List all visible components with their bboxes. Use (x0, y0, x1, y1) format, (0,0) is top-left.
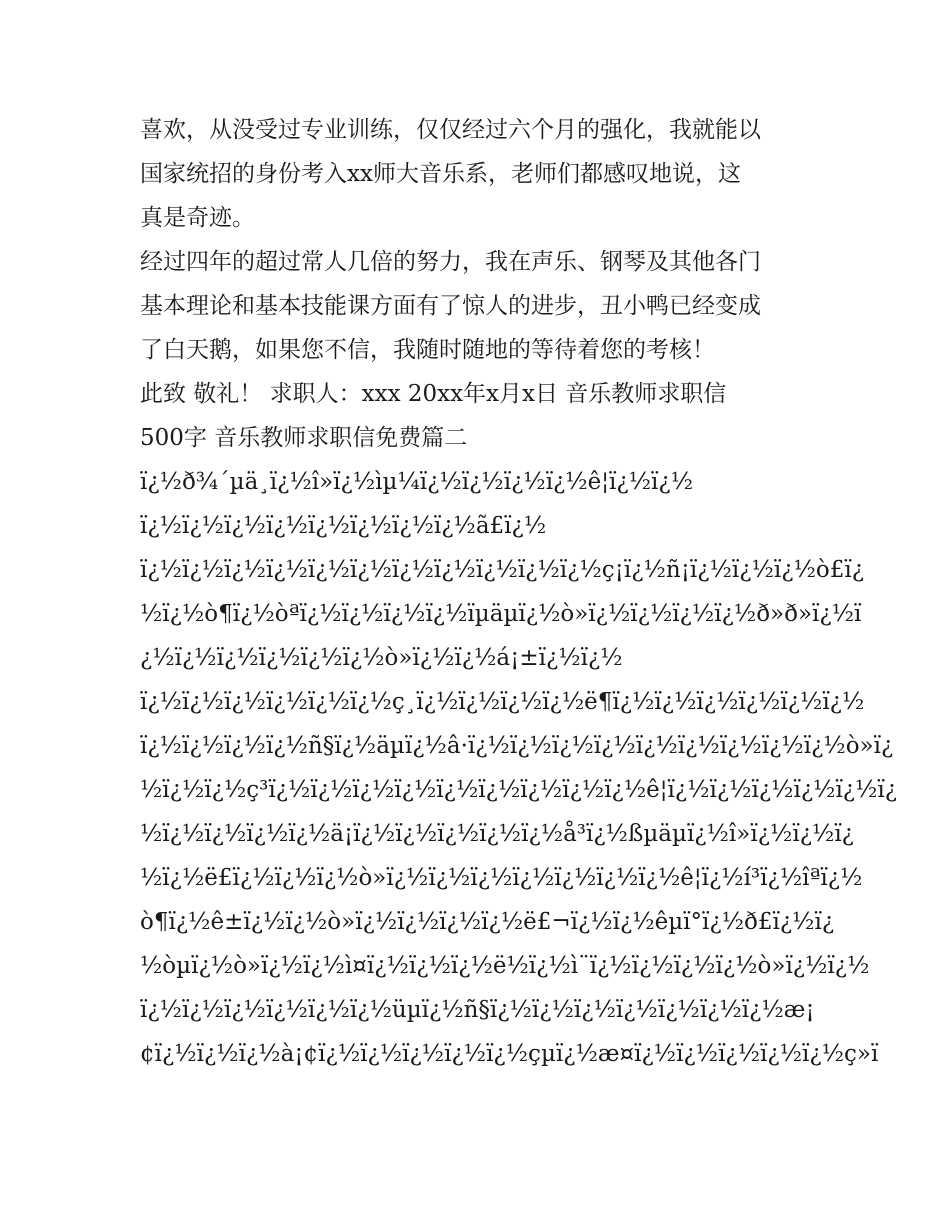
garbled-line: ï¿½ï¿½ï¿½ï¿½ï¿½ï¿½ï¿½ï¿½ï¿½ï¿½ï¿½ç¡ï¿½ñ¡ï¿½ï¿½ï¿½ò£ï¿ (140, 557, 865, 583)
text-line: 此致 敬礼！ 求职人：xxx 20xx年x月x日 音乐教师求职信 (140, 381, 727, 407)
garbled-line: ½ï¿½ë£ï¿½ï¿½ï¿½ò»ï¿½ï¿½ï¿½ï¿½ï¿½ï¿½ï¿½ê¦ï¿½í³ï¿½îªï¿½ (140, 865, 863, 891)
text-line: 基本理论和基本技能课方面有了惊人的进步，丑小鸭已经变成 (140, 293, 761, 319)
garbled-line: ½ï¿½ï¿½ï¿½ï¿½ä¡ï¿½ï¿½ï¿½ï¿½ï¿½å³ï¿½ßµäµï¿½î»ï¿½ï¿½ï¿ (140, 821, 854, 847)
garbled-line: ò¶ï¿½ê±ï¿½ï¿½ò»ï¿½ï¿½ï¿½ï¿½ë£¬ï¿½ï¿½êµï°ï¿½ð£ï¿½ï¿ (140, 909, 835, 935)
text-line: 真是奇迹。 (140, 205, 255, 231)
garbled-line: ï¿½ï¿½ï¿½ï¿½ï¿½ï¿½üµï¿½ñ§ï¿½ï¿½ï¿½ï¿½ï¿½ï¿½ï¿½æ¡ (140, 997, 815, 1023)
section-heading: 500字 音乐教师求职信免费篇二 (140, 425, 468, 451)
text-line: 喜欢，从没受过专业训练，仅仅经过六个月的强化，我就能以 (140, 117, 761, 143)
text-line: 经过四年的超过常人几倍的努力，我在声乐、钢琴及其他各门 (140, 249, 761, 275)
text-line: 国家统招的身份考入xx师大音乐系，老师们都感叹地说，这 (140, 161, 741, 187)
garbled-line: ½ï¿½ò¶ï¿½òªï¿½ï¿½ï¿½ï¿½ïµäµï¿½ò»ï¿½ï¿½ï¿½ï¿½ð»ð»ï¿½ï (140, 601, 862, 627)
garbled-line: ï¿½ï¿½ï¿½ï¿½ï¿½ï¿½ç¸ï¿½ï¿½ï¿½ï¿½ë¶ï¿½ï¿½ï¿½ï¿½ï¿½ï¿½ (140, 689, 865, 715)
garbled-line: ï¿½ð¾´µä¸ï¿½î»ï¿½ìµ¼ï¿½ï¿½ï¿½ï¿½ê¦ï¿½ï¿½ (140, 469, 693, 495)
text-line: 了白天鹅，如果您不信，我随时随地的等待着您的考核！ (140, 337, 715, 363)
garbled-line: ¿½ï¿½ï¿½ï¿½ï¿½ï¿½ò»ï¿½ï¿½á¡±ï¿½ï¿½ (140, 645, 623, 671)
garbled-line: ½ï¿½ï¿½ç³ï¿½ï¿½ï¿½ï¿½ï¿½ï¿½ï¿½ï¿½ï¿½ê¦ï¿½ï¿½ï¿½ï¿½ï¿½ï¿ (140, 777, 898, 803)
garbled-line: ï¿½ï¿½ï¿½ï¿½ï¿½ï¿½ï¿½ï¿½ã£ï¿½ (140, 513, 547, 539)
body-text (140, 108, 898, 1076)
garbled-line: ï¿½ï¿½ï¿½ï¿½ñ§ï¿½äµï¿½â·ï¿½ï¿½ï¿½ï¿½ï¿½ï¿½ï¿½ï¿½ï¿½ò»ï¿ (140, 733, 894, 759)
garbled-line: ½òµï¿½ò»ï¿½ï¿½ì¤ï¿½ï¿½ï¿½ë½ï¿½ì¨ï¿½ï¿½ï¿½ï¿½ò»ï¿½ï¿½ (140, 953, 870, 979)
garbled-line: ¢ï¿½ï¿½ï¿½à¡¢ï¿½ï¿½ï¿½ï¿½ï¿½çµï¿½æ¤ï¿½ï¿½ï¿½ï¿½ï¿½ç»ï (140, 1041, 879, 1067)
